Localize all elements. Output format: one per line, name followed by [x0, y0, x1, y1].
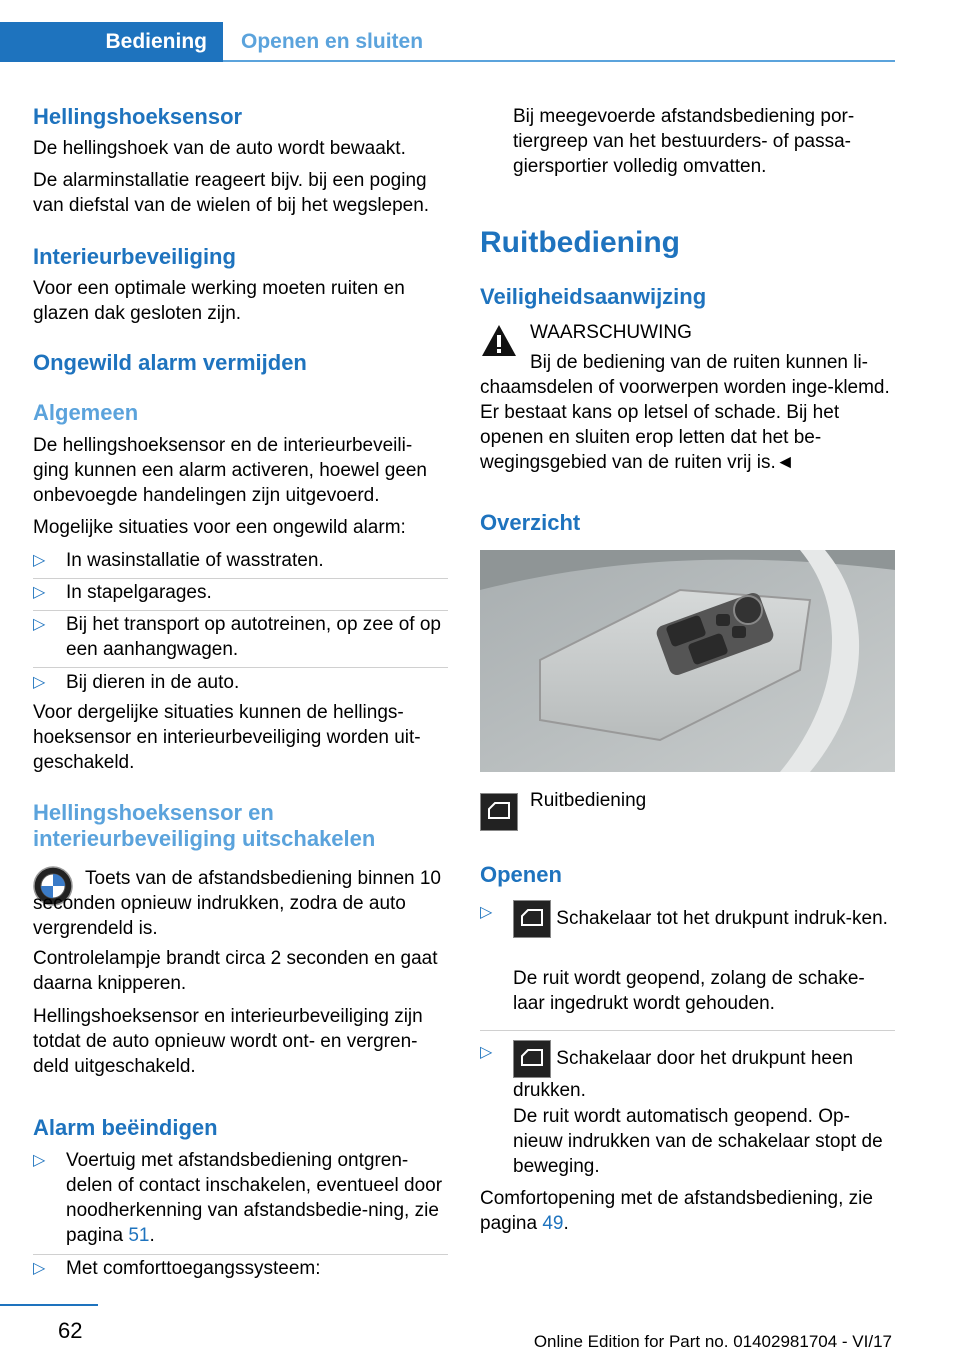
text-interieur: Voor een optimale werking moeten ruiten en glazen dak gesloten zijn. — [33, 278, 405, 324]
text-open-2b: De ruit wordt automatisch geopend. Op-nieuw indrukken van de schakelaar stopt de beweging. — [513, 1106, 883, 1177]
tab-underline — [223, 60, 895, 62]
text-sensor-1: De hellingshoek van de auto wordt bewaakt. — [33, 138, 406, 159]
bullet-triangle-icon: ▷ — [480, 1044, 493, 1061]
divider — [33, 578, 448, 579]
text-algemeen: De hellingshoeksensor en de interieurbeveili-ging kunnen een alarm activeren, hoewel geen onbevoegde handelingen zijn uitgevoerd. — [33, 435, 427, 506]
divider — [33, 667, 448, 668]
photo-caption: Ruitbediening — [530, 790, 647, 811]
divider — [33, 610, 448, 611]
page-link-49[interactable]: 49 — [542, 1213, 564, 1234]
list-item: ▷ Bij het transport op autotreinen, op zee of op een aanhangwagen. — [33, 614, 441, 660]
divider — [33, 1254, 448, 1255]
text-sensor-2: De alarminstallatie reageert bijv. bij een poging van diefstal van de wielen of bij het wegslepen. — [33, 170, 430, 216]
heading-veiligheidsaanwijzing: Veiligheidsaanwijzing — [480, 284, 707, 309]
heading-overzicht: Overzicht — [480, 510, 581, 535]
text-uitgeschakeld: Voor dergelijke situaties kunnen de hellings-hoeksensor en interieurbeveiliging worden uit-geschakeld. — [33, 702, 421, 773]
text-open-1b: De ruit wordt geopend, zolang de schake-laar ingedrukt wordt gehouden. — [513, 968, 865, 1014]
heading-hellingshoeksensor: Hellingshoeksensor — [33, 104, 243, 129]
warning-text: Bij de bediening van de ruiten kunnen li-chaamsdelen of voorwerpen worden inge-klemd. Er bestaat kans op letsel of schade. Bij het openen en sluiten erop letten dat het be-wegingsgebied van de ruiten vrij is.◄ — [480, 352, 890, 473]
page-number: 62 — [58, 1318, 83, 1343]
heading-interieurbeveiliging: Interieurbeveiliging — [33, 244, 236, 269]
divider — [480, 1030, 895, 1031]
window-switch-icon — [480, 793, 518, 831]
window-switch-icon — [513, 1040, 551, 1078]
header-tabs — [0, 22, 960, 62]
list-item: ▷ Bij dieren in de auto. — [33, 672, 240, 693]
window-switch-photo — [480, 550, 895, 772]
heading-ruitbediening: Ruitbediening — [480, 226, 680, 259]
bullet-triangle-icon: ▷ — [33, 552, 46, 569]
bullet-triangle-icon: ▷ — [33, 674, 46, 691]
heading-algemeen: Algemeen — [33, 400, 139, 425]
text-situaties: Mogelijke situaties voor een ongewild alarm: — [33, 517, 406, 538]
bullet-triangle-icon: ▷ — [33, 1260, 46, 1277]
list-item: ▷ Met comforttoegangssysteem: — [33, 1258, 321, 1279]
list-item: ▷ In stapelgarages. — [33, 582, 212, 603]
text-comfort: Bij meegevoerde afstandsbediening por-tiergreep van het bestuurders- of passa-giersportier volledig omvatten. — [513, 106, 855, 177]
footer-line — [0, 1304, 98, 1306]
warning-title: WAARSCHUWING — [530, 322, 692, 343]
list-item: ▷ In wasinstallatie of wasstraten. — [33, 550, 324, 571]
heading-ongewild-alarm: Ongewild alarm vermijden — [33, 350, 307, 375]
edition-text: Online Edition for Part no. 01402981704 - VI/17 — [533, 1332, 892, 1351]
list-item: ▷ Voertuig met afstandsbediening ontgren-delen of contact inschakelen, eventueel door noodherkenning van afstandsbedie-ning, zie pagina 51. — [33, 1150, 443, 1246]
bullet-triangle-icon: ▷ — [480, 904, 493, 921]
list-item: ▷ Schakelaar tot het drukpunt indruk-ken. — [480, 900, 895, 938]
text-toets: Toets van de afstandsbediening binnen 10 seconden opnieuw indrukken, zodra de auto vergrendeld is. — [33, 868, 441, 939]
list-item: ▷ Schakelaar door het drukpunt heen drukken. — [480, 1040, 895, 1103]
heading-alarm-beeindigen: Alarm beëindigen — [33, 1115, 218, 1140]
window-switch-icon — [513, 900, 551, 938]
tab-bediening[interactable]: Bediening — [0, 22, 223, 62]
bullet-triangle-icon: ▷ — [33, 1152, 46, 1169]
text-comfortopening: Comfortopening met de afstandsbediening, zie pagina 49. — [480, 1188, 873, 1234]
tab-openen-en-sluiten[interactable]: Openen en sluiten — [241, 30, 424, 53]
text-controle: Controlelampje brandt circa 2 seconden en gaat daarna knipperen. — [33, 948, 438, 994]
page-link-51[interactable]: 51 — [128, 1225, 150, 1246]
heading-openen: Openen — [480, 862, 562, 887]
bullet-triangle-icon: ▷ — [33, 584, 46, 601]
bullet-triangle-icon: ▷ — [33, 616, 46, 633]
text-totdat: Hellingshoeksensor en interieurbeveiliging zijn totdat de auto opnieuw wordt ont- en vergren-deld uitgeschakeld. — [33, 1006, 423, 1077]
heading-uitschakelen: Hellingshoeksensor en interieurbeveiliging uitschakelen — [33, 800, 376, 851]
